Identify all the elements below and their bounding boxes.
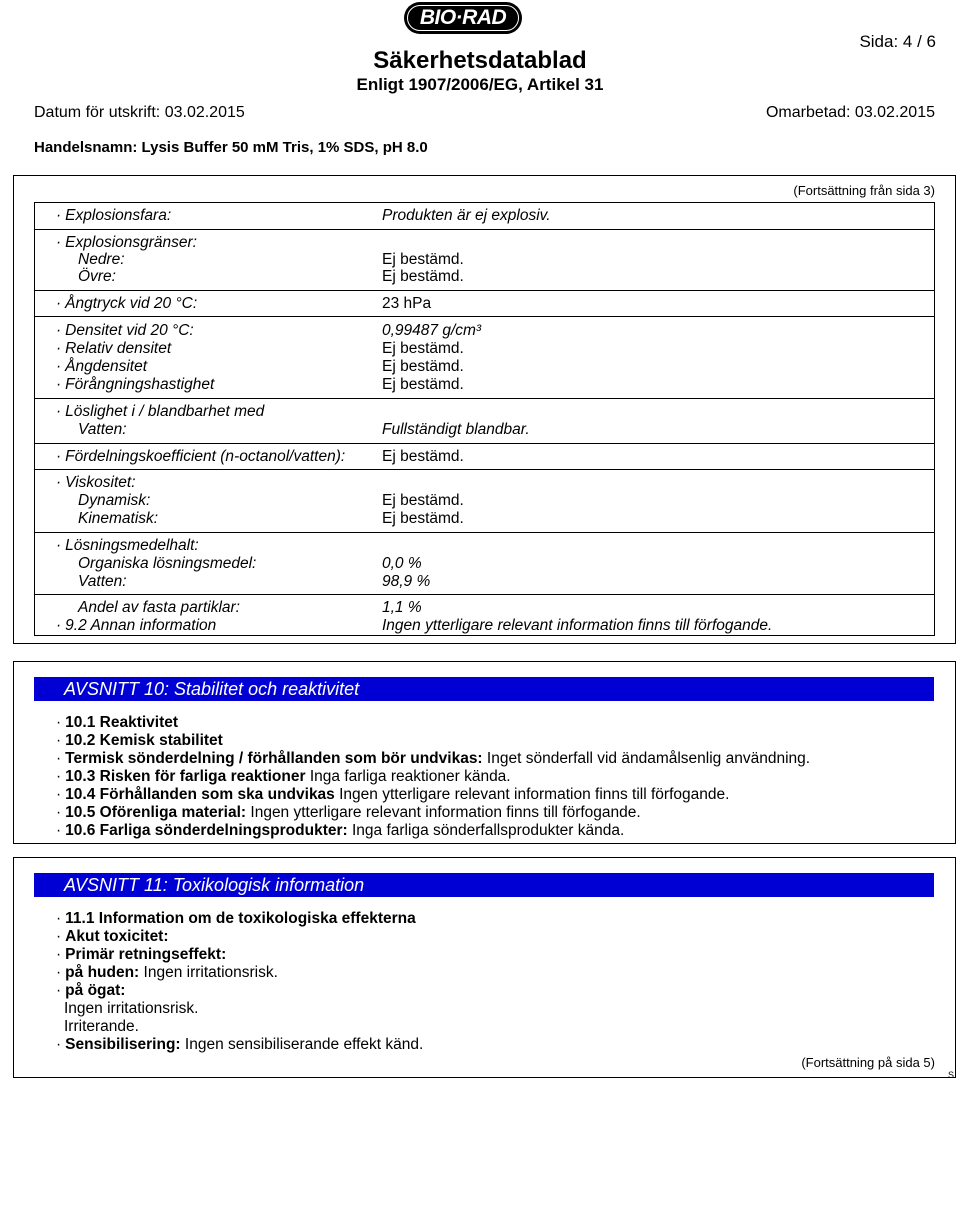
dynamic-viscosity-value: Ej bestämd. — [382, 492, 464, 509]
solvent-content-label: · Lösningsmedelhalt: — [56, 537, 199, 555]
page-number: Sida: 4 / 6 — [859, 32, 936, 51]
vapour-density-value: Ej bestämd. — [382, 358, 464, 375]
skin-irritation-row — [56, 964, 278, 982]
hazardous-reactions-label: 10.3 Risken för farliga reaktioner — [65, 768, 306, 785]
row-divider — [34, 443, 935, 444]
thermal-decomposition-value: Inget sönderfall vid ändamålsenlig användning. — [486, 750, 811, 767]
sensitisation-label: Sensibilisering: — [65, 1036, 181, 1053]
eye-irritation-value-1: Ingen irritationsrisk. — [64, 1000, 199, 1017]
sensitisation-row — [56, 1036, 423, 1054]
print-date: Datum för utskrift: 03.02.2015 — [34, 104, 245, 121]
solids-content-label: Andel av fasta partiklar: — [78, 599, 240, 616]
solids-content-value: 1,1 % — [382, 599, 422, 616]
explosion-hazard-value: Produkten är ej explosiv. — [382, 207, 551, 224]
row-divider — [34, 316, 935, 317]
upper-limit-value: Ej bestämd. — [382, 268, 464, 285]
incompatible-materials-label: 10.5 Oförenliga material: — [65, 804, 247, 821]
decomposition-products-row — [56, 822, 624, 840]
skin-irritation-value: Ingen irritationsrisk. — [143, 964, 278, 981]
water-content-value: 98,9 % — [382, 573, 431, 590]
lower-limit-label: Nedre: — [78, 251, 125, 268]
bio-rad-logo: BIO·RAD — [404, 2, 522, 34]
row-divider — [34, 229, 935, 230]
evaporation-rate-label: · Förångningshastighet — [56, 376, 214, 394]
section11-title: AVSNITT 11: Toxikologisk information — [34, 873, 934, 897]
partition-coefficient-value: Ej bestämd. — [382, 448, 464, 465]
hazardous-reactions-row — [56, 768, 511, 786]
explosion-limits-label: · Explosionsgränser: — [56, 234, 197, 252]
density-label: · Densitet vid 20 °C: — [56, 322, 194, 340]
row-divider — [34, 532, 935, 533]
kinematic-viscosity-value: Ej bestämd. — [382, 510, 464, 527]
trade-name: Handelsnamn: Lysis Buffer 50 mM Tris, 1% SDS, pH 8.0 — [34, 139, 428, 156]
primary-irritant-heading: · Primär retningseffekt: — [56, 946, 226, 964]
vapour-pressure-value: 23 hPa — [382, 295, 432, 312]
revised-date: Omarbetad: 03.02.2015 — [765, 104, 935, 121]
toxicological-effects-heading: · 11.1 Information om de toxikologiska effekterna — [56, 910, 416, 928]
relative-density-value: Ej bestämd. — [382, 340, 464, 357]
continued-from: (Fortsättning från sida 3) — [793, 183, 935, 198]
row-divider — [34, 398, 935, 399]
organic-solvent-value: 0,0 % — [382, 555, 422, 572]
conditions-to-avoid-label: 10.4 Förhållanden som ska undvikas — [65, 786, 335, 803]
acute-toxicity-heading: · Akut toxicitet: — [56, 928, 169, 946]
water-solubility-value: Fullständigt blandbar. — [382, 421, 530, 438]
row-divider — [34, 594, 935, 595]
density-value: 0,99487 g/cm³ — [382, 322, 482, 339]
eye-irritation-value-2: Irriterande. — [64, 1018, 139, 1035]
solubility-label: · Löslighet i / blandbarhet med — [56, 403, 264, 421]
incompatible-materials-value: Ingen ytterligare relevant information finns till förfogande. — [250, 804, 641, 821]
viscosity-label: · Viskositet: — [56, 474, 136, 492]
dynamic-viscosity-label: Dynamisk: — [78, 492, 151, 509]
partition-coefficient-label: · Fördelningskoefficient (n-octanol/vatten): — [56, 448, 345, 466]
kinematic-viscosity-label: Kinematisk: — [78, 510, 159, 527]
water-content-label: Vatten: — [78, 573, 127, 590]
other-information-label: · 9.2 Annan information — [56, 617, 216, 635]
conditions-to-avoid-value: Ingen ytterligare relevant information finns till förfogande. — [339, 786, 730, 803]
incompatible-materials-row — [56, 804, 641, 822]
water-solubility-label: Vatten: — [78, 421, 127, 438]
other-information-value: Ingen ytterligare relevant information finns till förfogande. — [382, 617, 773, 634]
upper-limit-label: Övre: — [78, 268, 116, 285]
relative-density-label: · Relativ densitet — [56, 340, 171, 358]
skin-irritation-label: på huden: — [65, 964, 140, 981]
row-divider — [34, 290, 935, 291]
decomposition-products-label: 10.6 Farliga sönderdelningsprodukter: — [65, 822, 348, 839]
section10-title: AVSNITT 10: Stabilitet och reaktivitet — [34, 677, 934, 701]
document-title: Säkerhetsdatablad — [373, 47, 587, 74]
lower-limit-value: Ej bestämd. — [382, 251, 464, 268]
conditions-to-avoid-row — [56, 786, 729, 804]
document-subtitle: Enligt 1907/2006/EG, Artikel 31 — [356, 75, 604, 94]
continued-to: (Fortsättning på sida 5) — [801, 1055, 935, 1070]
sensitisation-value: Ingen sensibiliserande effekt känd. — [184, 1036, 424, 1053]
thermal-decomposition-label: Termisk sönderdelning / förhållanden som bör undvikas: — [65, 750, 483, 767]
footer-mark: S — [948, 1070, 955, 1080]
organic-solvent-label: Organiska lösningsmedel: — [78, 555, 257, 572]
vapour-density-label: · Ångdensitet — [56, 358, 147, 376]
hazardous-reactions-value: Inga farliga reaktioner kända. — [309, 768, 511, 785]
decomposition-products-value: Inga farliga sönderfallsprodukter kända. — [352, 822, 625, 839]
vapour-pressure-label: · Ångtryck vid 20 °C: — [56, 295, 197, 313]
explosion-hazard-label: · Explosionsfara: — [56, 207, 171, 225]
reactivity-heading: · 10.1 Reaktivitet — [56, 714, 178, 732]
thermal-decomposition-row — [56, 750, 810, 768]
row-divider — [34, 469, 935, 470]
chemical-stability-heading: · 10.2 Kemisk stabilitet — [56, 732, 223, 750]
evaporation-rate-value: Ej bestämd. — [382, 376, 464, 393]
eye-irritation-label: · på ögat: — [56, 982, 125, 1000]
